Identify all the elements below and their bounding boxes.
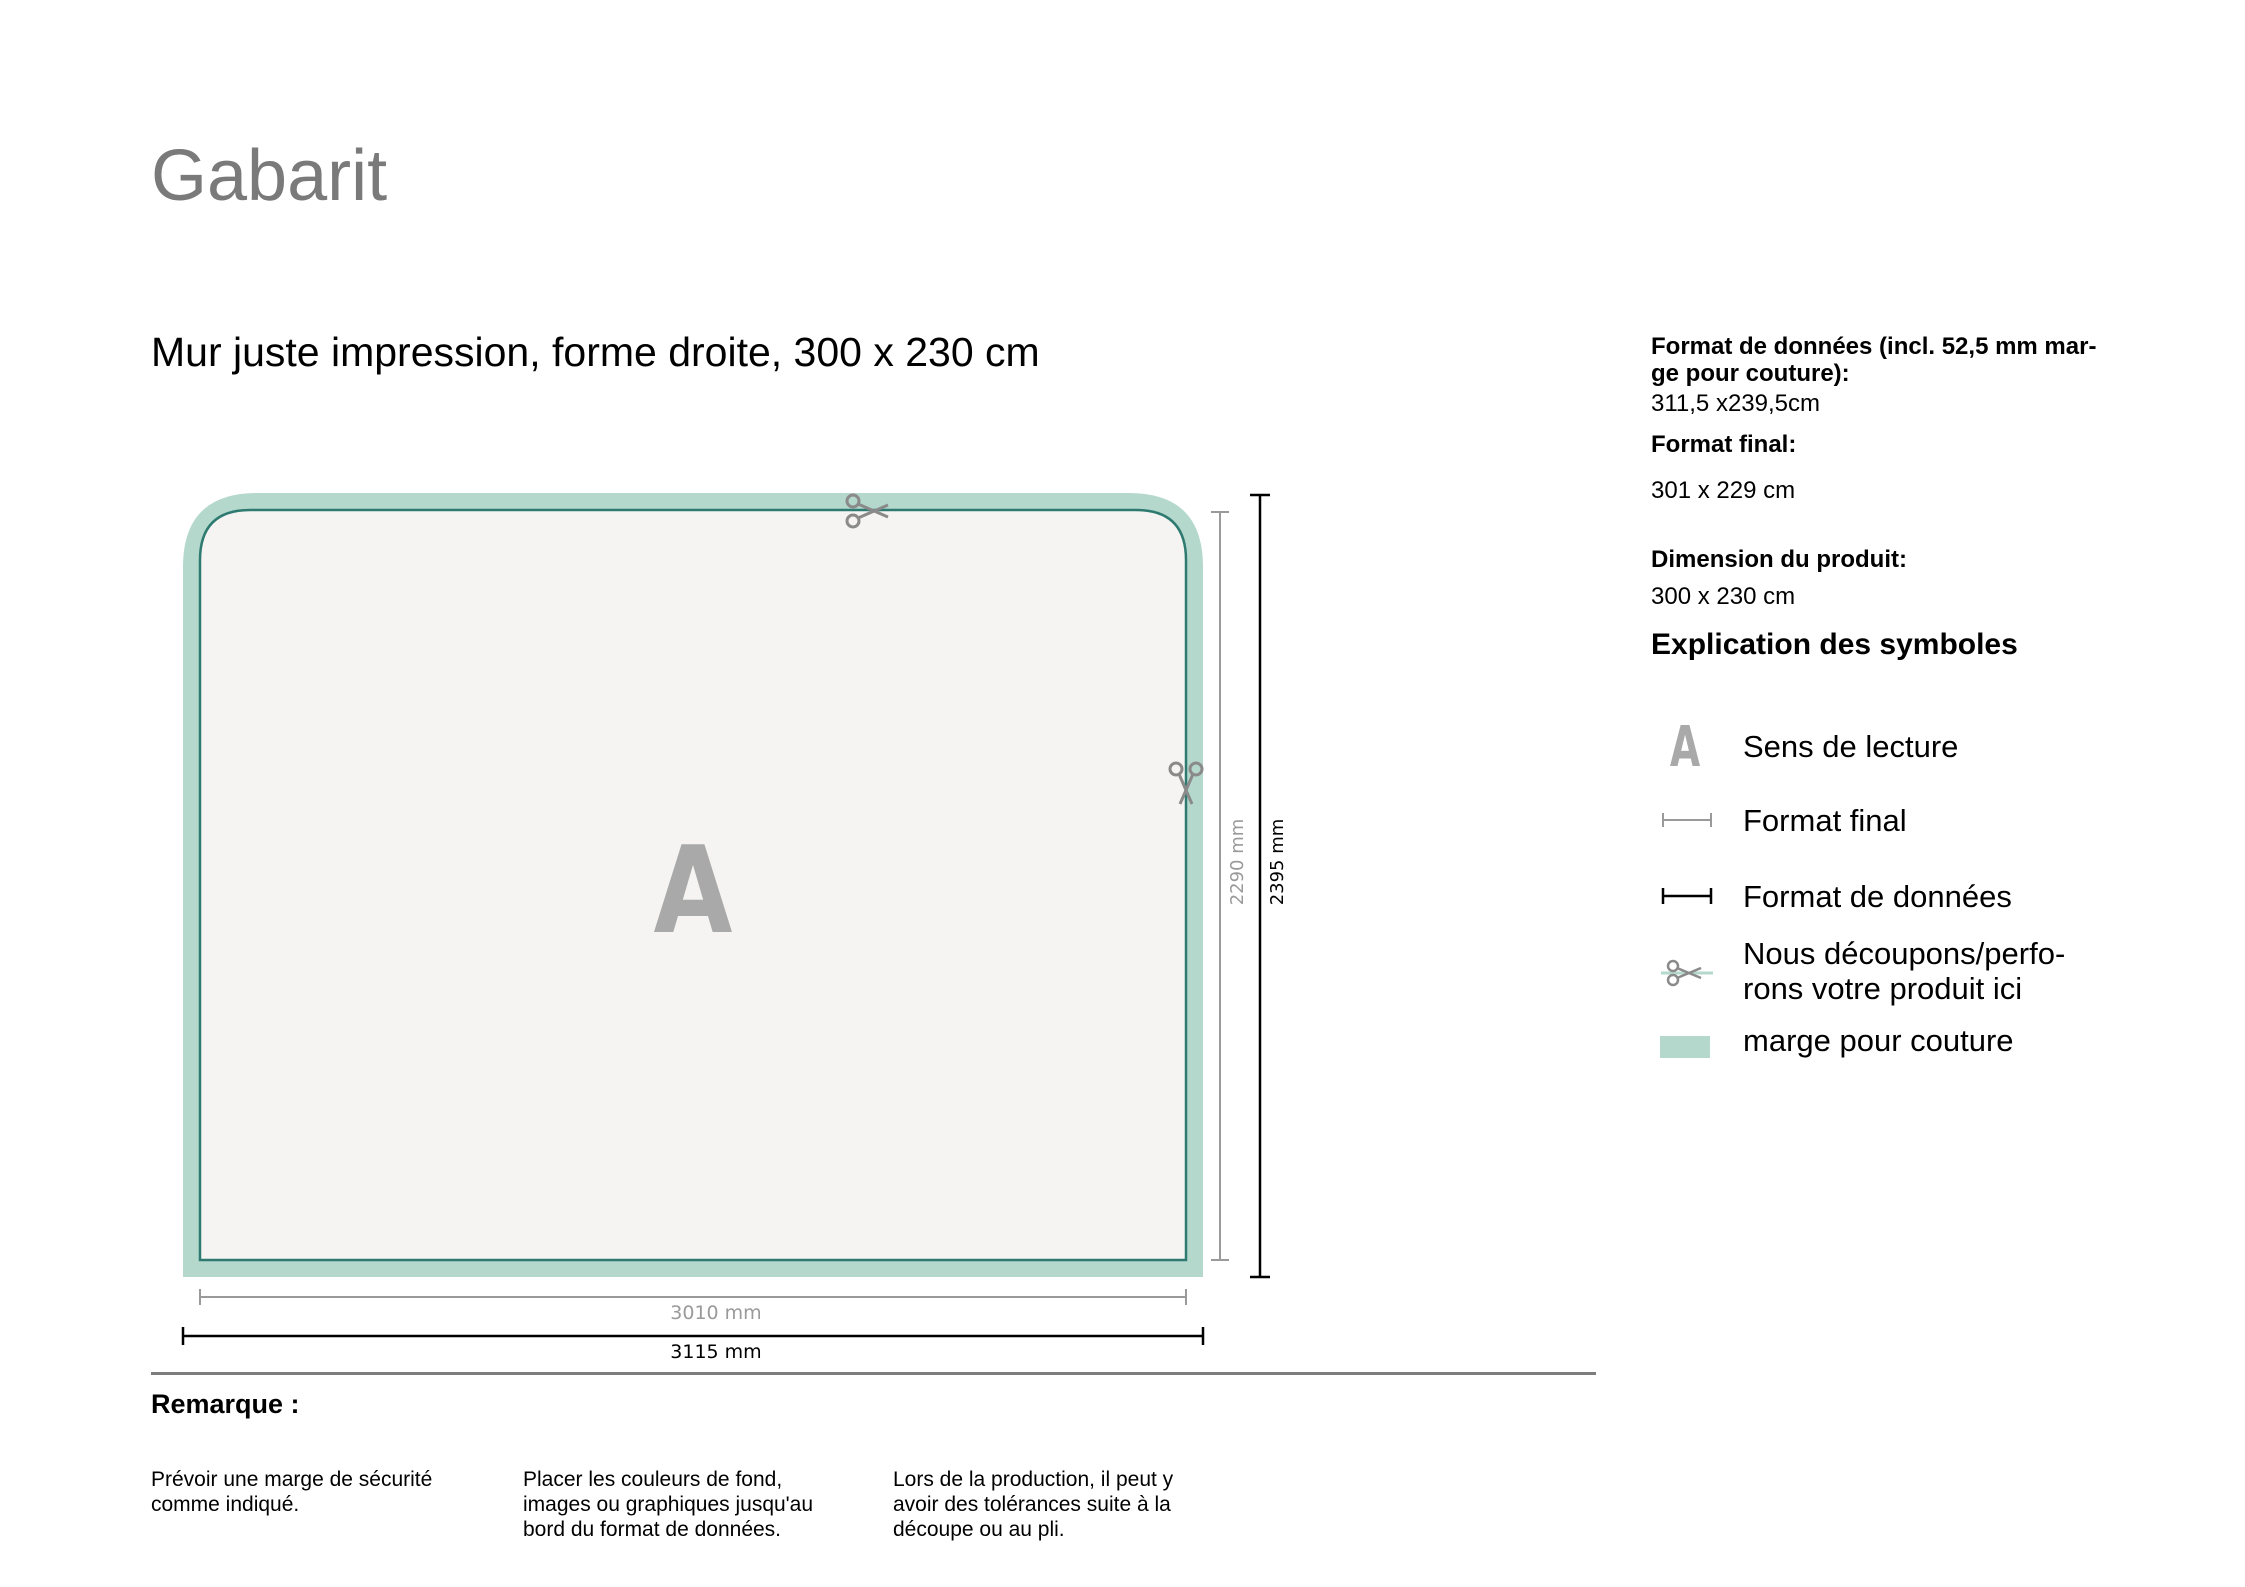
spec-value: 301 x 229 cm — [1651, 477, 1796, 504]
legend-label: Nous découpons/perfo-rons votre produit ici — [1743, 936, 2066, 1006]
svg-text:A: A — [1669, 722, 1701, 772]
legend-label: Format final — [1743, 803, 1907, 838]
product-subtitle: Mur juste impression, forme droite, 300 x 230 cm — [151, 329, 1040, 375]
spec-label: Dimension du produit: — [1651, 546, 1907, 573]
seam-margin-swatch-icon — [1660, 1036, 1710, 1058]
final-width-label: 3010 mm — [670, 1302, 762, 1324]
divider — [151, 1372, 1596, 1375]
spec-value: 300 x 230 cm — [1651, 583, 1796, 610]
reading-direction-letter: A — [653, 822, 733, 962]
legend-label: Format de données — [1743, 879, 2012, 914]
remark-note: Placer les couleurs de fond, images ou graphiques jusqu'au bord du format de données. — [523, 1468, 814, 1541]
spec-final-format — [1651, 431, 2111, 504]
final-format-line-icon — [1661, 810, 1713, 830]
data-width-label: 3115 mm — [670, 1341, 762, 1363]
page-title: Gabarit — [151, 136, 388, 216]
final-height-label: 2290 mm — [1227, 818, 1248, 906]
legend-item-cut-line — [1651, 936, 2171, 1008]
spec-label: Format final: — [1651, 431, 1797, 458]
legend-item-seam-margin — [1651, 1020, 2171, 1064]
data-format-line-icon — [1661, 886, 1713, 906]
data-height-label: 2395 mm — [1267, 818, 1288, 906]
spec-product-dimension — [1651, 546, 2111, 610]
legend-label: Sens de lecture — [1743, 729, 1959, 764]
remark-note: Prévoir une marge de sécurité comme indiqué. — [151, 1468, 433, 1516]
spec-data-format — [1651, 333, 2111, 417]
remark-note: Lors de la production, il peut y avoir des tolérances suite à la découpe ou au pli. — [893, 1468, 1174, 1541]
spec-value: 311,5 x239,5cm — [1651, 390, 1820, 417]
remark-heading: Remarque : — [151, 1389, 300, 1419]
reading-direction-icon — [1665, 722, 1705, 772]
legend-item-final-format — [1651, 800, 2171, 840]
legend-heading: Explication des symboles — [1651, 628, 2018, 661]
legend-item-data-format — [1651, 876, 2171, 916]
spec-label: Format de données (incl. 52,5 mm mar-ge pour couture): — [1651, 333, 2097, 387]
legend-label: marge pour couture — [1743, 1023, 2014, 1058]
legend-item-reading-direction — [1651, 718, 2171, 774]
scissors-icon — [1659, 958, 1715, 988]
